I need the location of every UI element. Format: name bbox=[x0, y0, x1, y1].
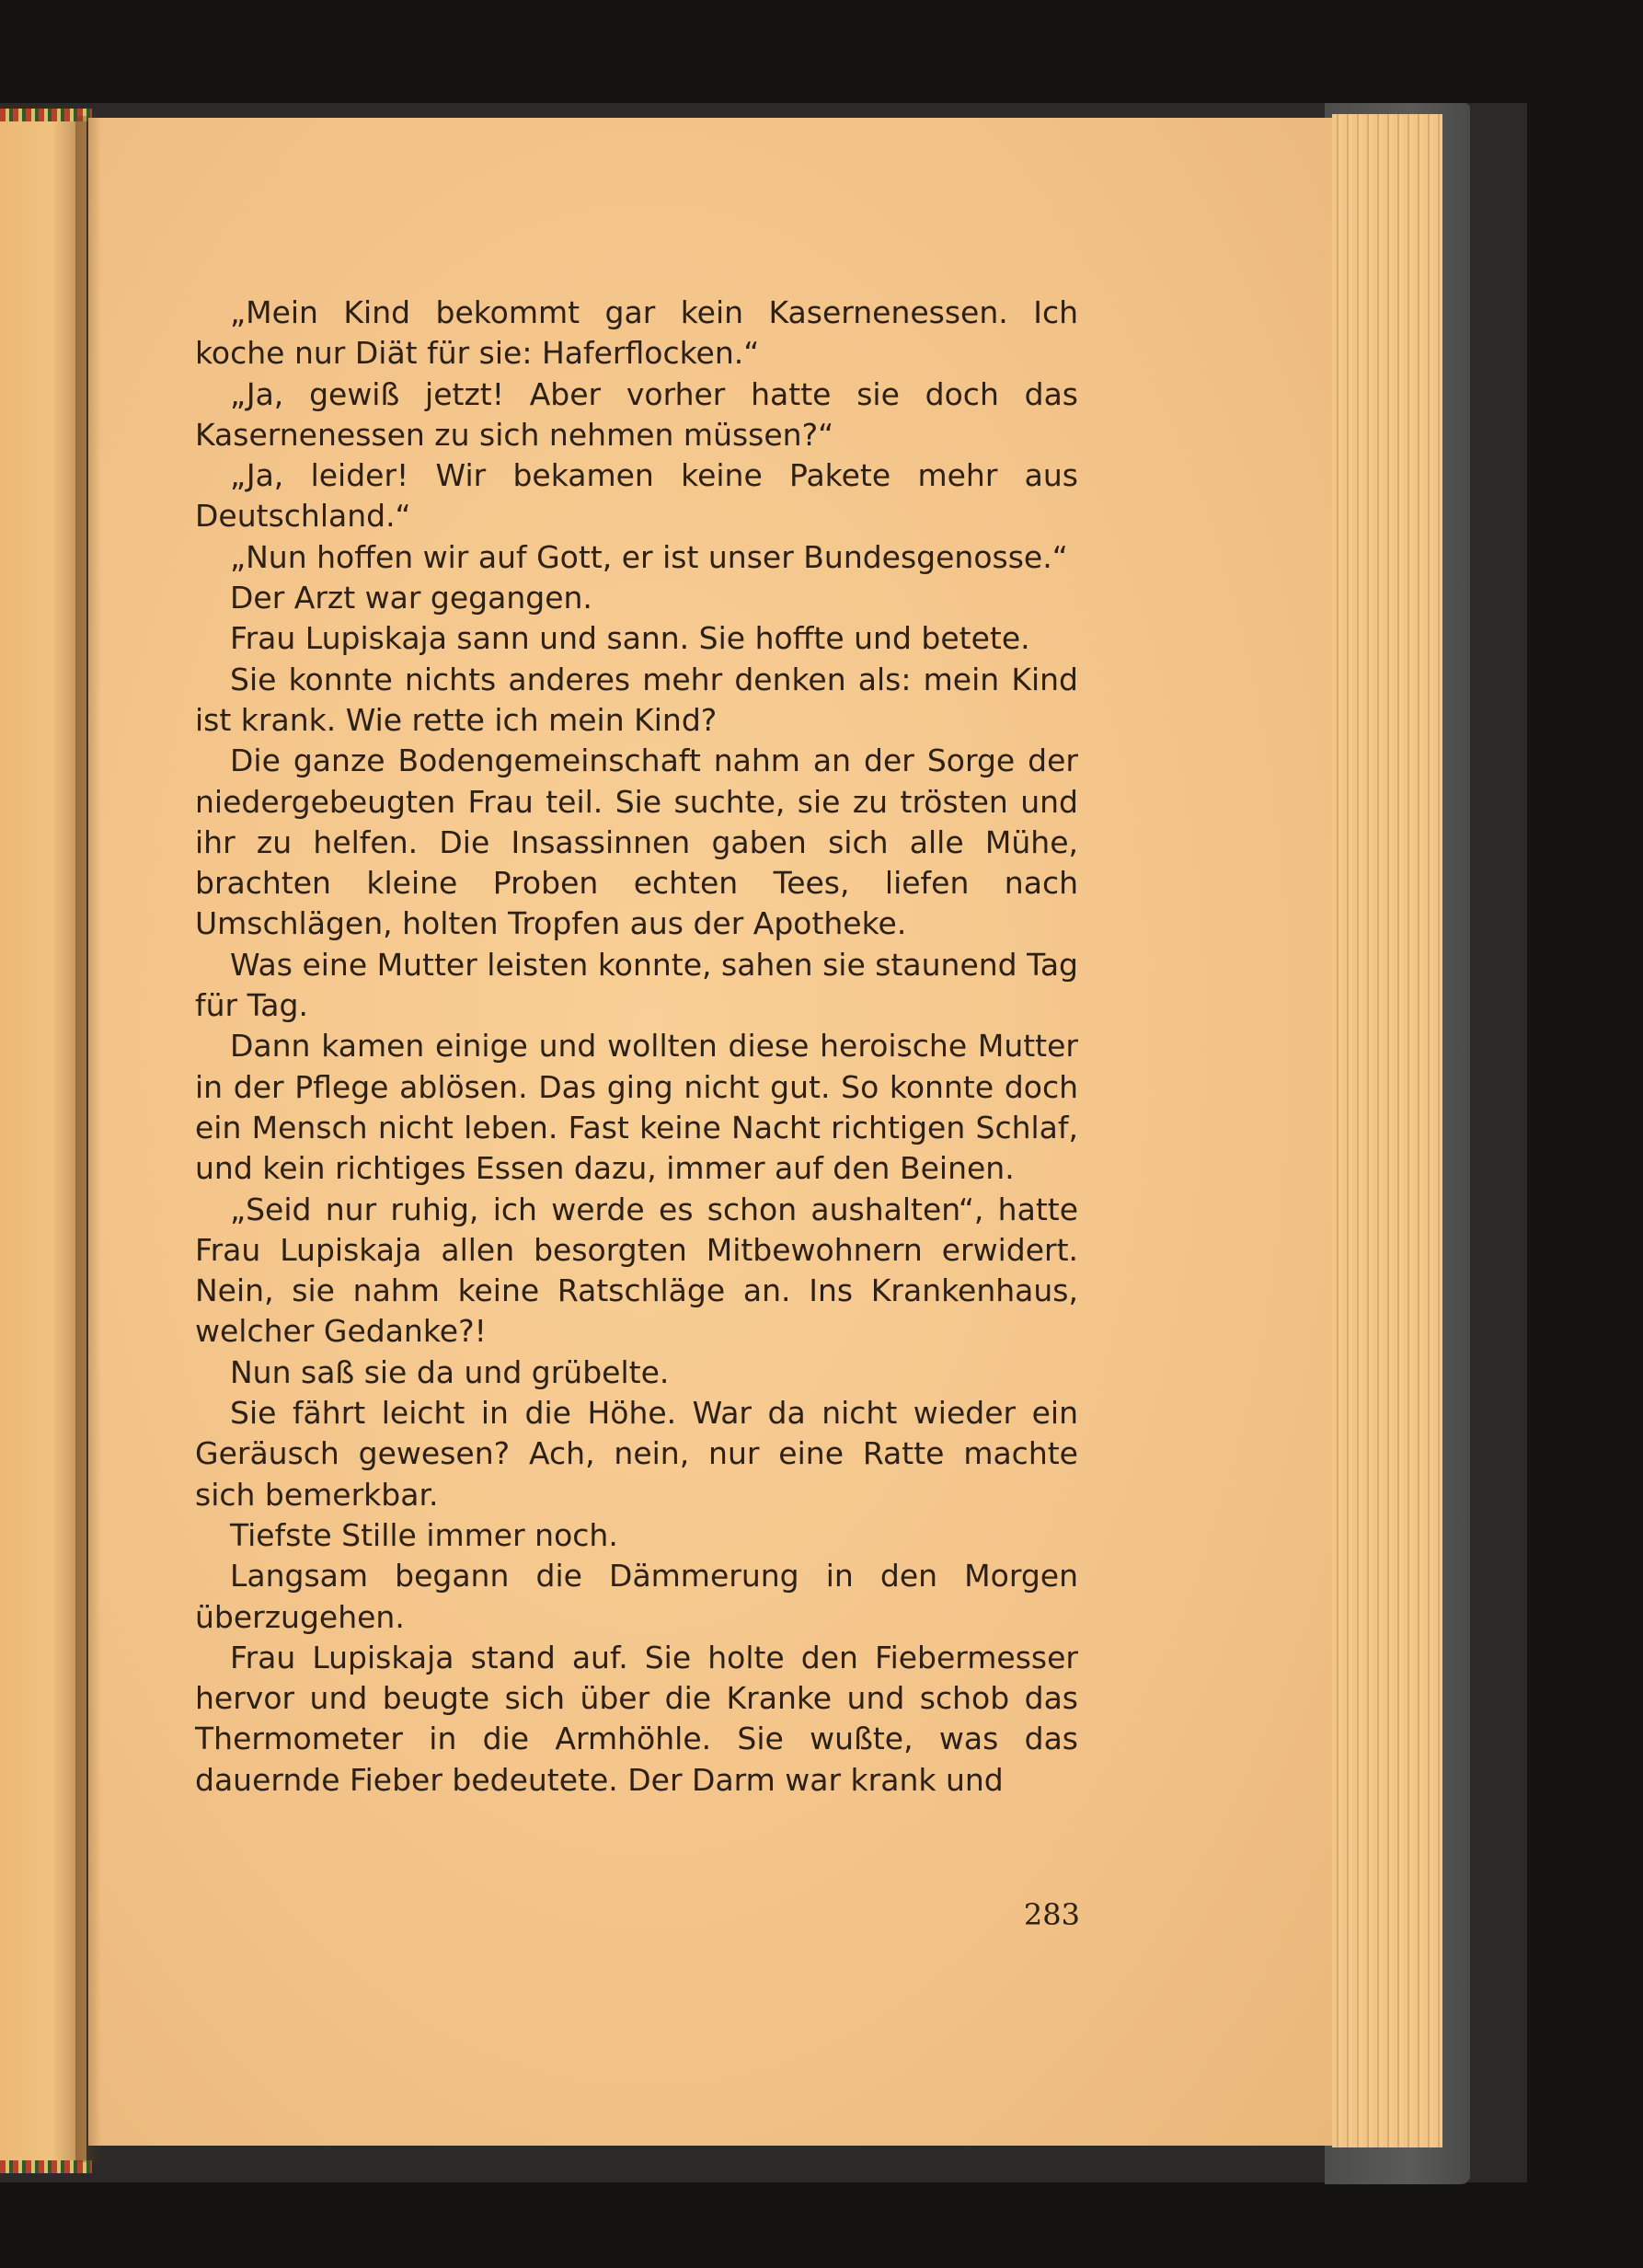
paragraph: Sie fährt leicht in die Höhe. War da nicht wieder ein Geräusch gewesen? Ach, nein, nur eine Ratte machte sich bemerkbar. bbox=[195, 1395, 1078, 1513]
paragraph: Langsam begann die Dämmerung in den Morgen überzugehen. bbox=[195, 1558, 1078, 1635]
paragraph: Frau Lupiskaja stand auf. Sie holte den Fiebermesser hervor und beugte sich über die Kranke und schob das Thermometer in die Armhöhle. Sie wußte, was das dauernde Fieber bedeutete. Der Darm war krank und bbox=[195, 1639, 1078, 1798]
paragraph: „Nun hoffen wir auf Gott, er ist unser Bundesgenosse.“ bbox=[230, 538, 1068, 575]
left-page-edge bbox=[0, 116, 86, 2162]
paragraph: Nun saß sie da und grübelte. bbox=[230, 1353, 670, 1390]
body-text bbox=[195, 293, 1078, 1801]
paragraph: Was eine Mutter leisten konnte, sahen sie staunend Tag für Tag. bbox=[195, 946, 1078, 1024]
gutter-shadow bbox=[75, 116, 101, 2162]
page-stack-edges bbox=[1332, 114, 1442, 2147]
paragraph: „Seid nur ruhig, ich werde es schon aushalten“, hatte Frau Lupiskaja allen besorgten Mitbewohnern erwidert. Nein, sie nahm keine Ratschläge an. Ins Krankenhaus, welcher Gedanke?! bbox=[195, 1191, 1078, 1350]
paragraph: Frau Lupiskaja sann und sann. Sie hoffte und betete. bbox=[230, 620, 1030, 657]
paragraph: „Ja, leider! Wir bekamen keine Pakete mehr aus Deutschland.“ bbox=[195, 457, 1078, 535]
paragraph: Der Arzt war gegangen. bbox=[230, 580, 592, 616]
page-number: 283 bbox=[1023, 1897, 1080, 1932]
paragraph: „Mein Kind bekommt gar kein Kasernenessen. Ich koche nur Diät für sie: Haferflocken.“ bbox=[195, 294, 1078, 372]
paragraph: Dann kamen einige und wollten diese heroische Mutter in der Pflege ablösen. Das ging nicht gut. So konnte doch ein Mensch nicht leben. Fast keine Nacht richtigen Schlaf, und kein richtiges Essen dazu, immer auf den Beinen. bbox=[195, 1028, 1078, 1187]
paragraph: Die ganze Bodengemeinschaft nahm an der Sorge der niedergebeugten Frau teil. Sie suchte, sie zu trösten und ihr zu helfen. Die Insassinnen gaben sich alle Mühe, brachten kleine Proben echten Tees, liefen nach Umschlägen, holten Tropfen aus der Apotheke. bbox=[195, 743, 1078, 942]
paragraph: Tiefste Stille immer noch. bbox=[230, 1516, 618, 1553]
headband-bottom bbox=[0, 2160, 92, 2173]
paragraph: „Ja, gewiß jetzt! Aber vorher hatte sie doch das Kasernenessen zu sich nehmen müssen?“ bbox=[195, 375, 1078, 453]
paragraph: Sie konnte nichts anderes mehr denken als: mein Kind ist krank. Wie rette ich mein Kind? bbox=[195, 661, 1078, 738]
